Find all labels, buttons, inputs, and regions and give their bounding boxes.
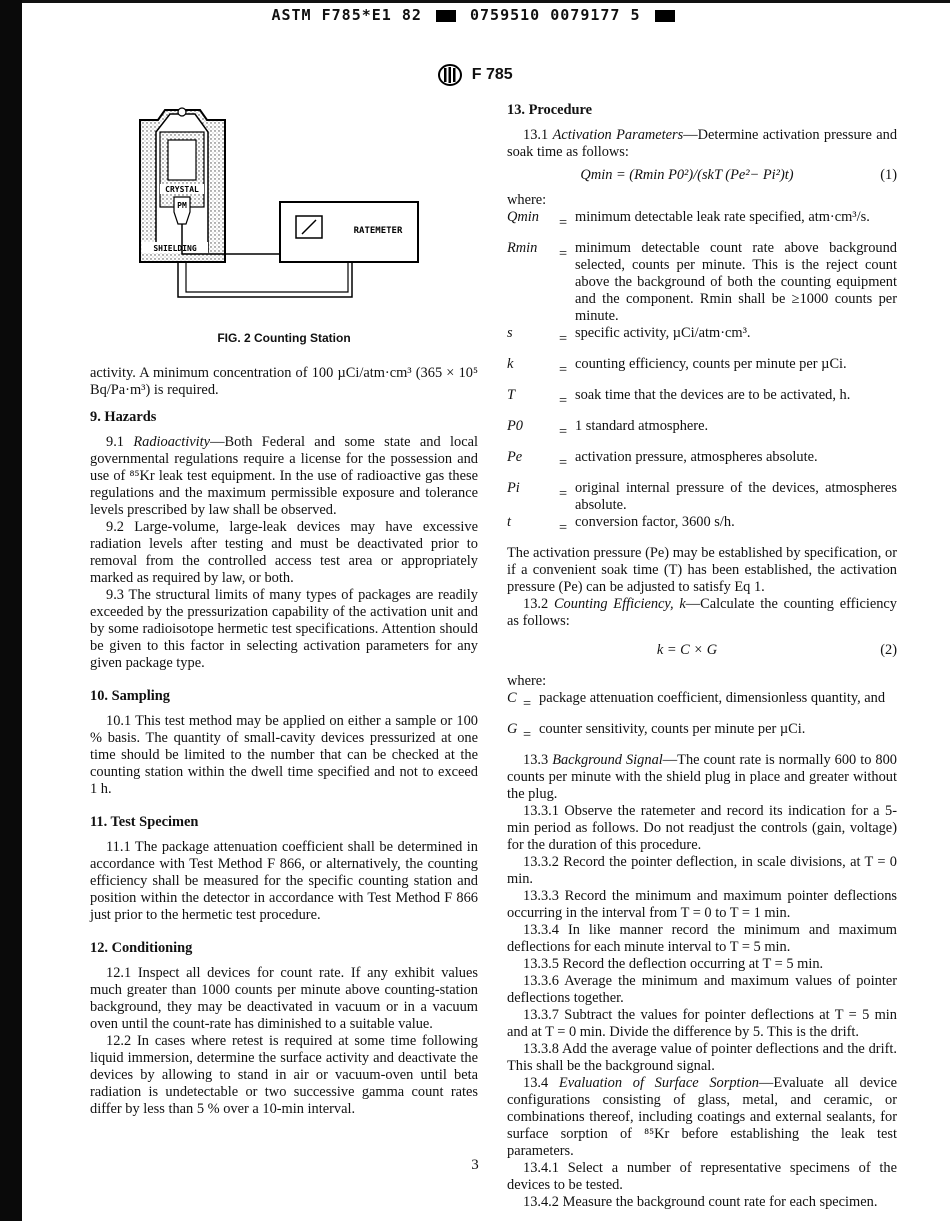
definition-txt: counting efficiency, counts per minute per µCi. <box>575 356 847 372</box>
left-column <box>90 102 478 1118</box>
para-12-2: 12.2 In cases where retest is required at some time following liquid immersion, determine the surface activity and deactivate the devices by allowing to stand in air or vacuum-oven until beta radiation is undetectable or two successive gamma count rates differ by less than 5 % over a 10-min interval. <box>90 1033 478 1117</box>
equation-1 <box>507 167 897 184</box>
definition-sym: Pe <box>507 449 523 465</box>
definition-sym: Pi <box>507 480 520 496</box>
para-13-2: 13.2 Counting Efficiency, k—Calculate the counting efficiency as follows: <box>507 596 897 629</box>
section-9-heading: 9. Hazards <box>90 409 157 425</box>
equation-2 <box>507 642 897 659</box>
para-13-3: 13.3 Background Signal—The count rate is normally 600 to 800 counts per minute with the shield plug in place and greater without the plug. <box>507 752 898 802</box>
equation-2-number: (2) <box>880 642 897 658</box>
scan-top-line <box>22 0 950 3</box>
counting-station-diagram <box>90 102 478 322</box>
para-13-4: 13.4 Evaluation of Surface Sorption—Evaluate all device configurations consisting of glass, metal, and ceramic, or combinations thereof, including coatings and external sealants, for surface sorption of ⁸⁵Kr before establishing the leak test parameters. <box>507 1075 898 1159</box>
definitions-list-1 <box>507 209 897 545</box>
para-13-4-2: 13.4.2 Measure the background count rate for each specimen. <box>523 1194 878 1210</box>
definition-txt: counter sensitivity, counts per minute per µCi. <box>539 721 806 737</box>
definition-eq: = <box>559 362 568 378</box>
para-13-3-3: 13.3.3 Record the minimum and maximum pointer deflections occurring in the interval from T = 0 to T = 1 min. <box>507 888 897 921</box>
definition-txt: soak time that the devices are to be activated, h. <box>575 387 851 403</box>
definition-eq: = <box>559 215 568 231</box>
definition-txt: conversion factor, 3600 s/h. <box>575 514 735 530</box>
right-column <box>507 102 897 1211</box>
definition-txt: 1 standard atmosphere. <box>575 418 709 434</box>
definition-sym: Rmin <box>507 240 538 256</box>
para-12-1: 12.1 Inspect all devices for count rate. If any exhibit values much greater than 1000 counts per minute above counting-station background, they may be deactivated in vacuum or in a vacuum oven until the count-rate has diminished to a suitable value. <box>90 965 478 1032</box>
definition-eq: = <box>523 727 532 743</box>
ratemeter-label: RATEMETER <box>353 226 403 236</box>
equation-1-body: Qmin = (Rmin P0²)/(skT (Pe²− Pi²)t) <box>580 167 794 183</box>
figure-counting-station <box>90 102 478 322</box>
para-10-1: 10.1 This test method may be applied on either a sample or 100 % basis. The quantity of small-cavity devices pressurized at one time should be limited to the number that can be checked at the counting station within the dwell time specified and not to exceed 1 h. <box>90 713 478 797</box>
para-13-3-7: 13.3.7 Subtract the values for pointer deflections at T = 5 min and at T = 0 min. Divide the difference by 5. This is the drift. <box>507 1007 897 1040</box>
left-intro-paragraph: activity. A minimum concentration of 100 µCi/atm·cm³ (365 × 10⁵ Bq/Pa·m³) is required. <box>90 365 478 398</box>
astm-logo-icon <box>437 64 463 86</box>
header-right: 0759510 0079177 5 <box>469 6 641 24</box>
section-13-heading: 13. Procedure <box>507 102 592 118</box>
definition-sym: k <box>507 356 514 372</box>
definition-eq: = <box>559 424 568 440</box>
definition-sym: s <box>507 325 513 341</box>
header-left: ASTM F785*E1 82 <box>271 6 422 24</box>
definition-eq: = <box>559 486 568 502</box>
para-9-2: 9.2 Large-volume, large-leak devices may have excessive radiation levels after testing and must be deactivated prior to removal from the controlled access test area or appropriately marked as required by law, or both. <box>90 519 478 586</box>
para-activation-pressure: The activation pressure (Pe) may be established by specification, or if a convenient soak time (T) has been established, the activation pressure (Pe) can be adjusted to satisfy Eq 1. <box>507 545 897 595</box>
running-header <box>0 6 950 24</box>
definition-sym: G <box>507 721 518 737</box>
definition-sym: t <box>507 514 511 530</box>
section-10-heading: 10. Sampling <box>90 688 170 704</box>
definition-txt: minimum detectable count rate above background selected, counts per minute. This is the reject count above the background of both the counting equipment and the component. Rmin shall be ≥1000 counts per minute. <box>575 240 897 324</box>
definition-eq: = <box>559 393 568 409</box>
equation-2-body: k = C × G <box>656 642 718 658</box>
definition-eq: = <box>559 246 568 262</box>
para-13-3-1: 13.3.1 Observe the ratemeter and record its indication for a 5-min period as follows. Do not readjust the controls (gain, voltage) for the duration of this procedure. <box>507 803 897 853</box>
crystal-label: CRYSTAL <box>165 185 199 194</box>
definition-txt: package attenuation coefficient, dimensionless quantity, and <box>539 690 886 706</box>
header-block-1 <box>436 10 456 22</box>
definition-sym: C <box>507 690 517 706</box>
para-11-1: 11.1 The package attenuation coefficient shall be determined in accordance with Test Method F 866, or alternatively, the counting efficiency shall be measured for the specific counting station and position within the detector in accordance with Test Method F 866 just prior to the hermetic test procedure. <box>90 839 478 923</box>
definitions-list-2 <box>507 690 897 752</box>
para-9-3: 9.3 The structural limits of many types of packages are readily exceeded by the pressurization capability of the activation unit and by some radioisotope hermetic test specifications. Attention should be given to this factor in selecting activation parameters for any given package type. <box>90 587 478 671</box>
definition-eq: = <box>559 331 568 347</box>
where-label-2: where: <box>507 673 547 689</box>
section-11-heading: 11. Test Specimen <box>90 814 199 830</box>
definition-txt: original internal pressure of the devices, atmospheres absolute. <box>575 480 897 513</box>
para-13-1: 13.1 Activation Parameters—Determine activation pressure and soak time as follows: <box>507 127 898 160</box>
para-13-4-1: 13.4.1 Select a number of representative specimens of the devices to be tested. <box>507 1160 897 1193</box>
definition-eq: = <box>559 520 568 536</box>
definition-txt: specific activity, µCi/atm·cm³. <box>575 325 751 341</box>
scan-edge-bar <box>0 0 22 1221</box>
para-13-3-4: 13.3.4 In like manner record the minimum and maximum deflections for each minute interval to T = 5 min. <box>507 922 897 955</box>
para-13-3-6: 13.3.6 Average the minimum and maximum values of pointer deflections together. <box>507 973 897 1006</box>
header-block-2 <box>655 10 675 22</box>
definition-eq: = <box>523 696 532 712</box>
definition-eq: = <box>559 455 568 471</box>
doc-logo-row <box>0 64 950 86</box>
section-12-heading: 12. Conditioning <box>90 940 193 956</box>
equation-1-number: (1) <box>880 167 897 183</box>
definition-sym: Qmin <box>507 209 539 225</box>
doc-label: F 785 <box>471 66 513 84</box>
definition-sym: P0 <box>507 418 523 434</box>
definition-sym: T <box>507 387 516 403</box>
figure-caption: FIG. 2 Counting Station <box>217 331 351 345</box>
definition-txt: minimum detectable leak rate specified, atm·cm³/s. <box>575 209 870 225</box>
definition-txt: activation pressure, atmospheres absolute. <box>575 449 818 465</box>
para-13-3-8: 13.3.8 Add the average value of pointer deflections and the drift. This shall be the background signal. <box>507 1041 897 1074</box>
shielding-label: SHIELDING <box>153 244 197 253</box>
para-13-3-2: 13.3.2 Record the pointer deflection, in scale divisions, at T = 0 min. <box>507 854 897 887</box>
pm-label: PM <box>177 201 187 210</box>
page-number: 3 <box>471 1157 479 1173</box>
para-13-3-5: 13.3.5 Record the deflection occurring at T = 5 min. <box>523 956 824 972</box>
para-9-1: 9.1 Radioactivity—Both Federal and some state and local governmental regulations require a license for the possession and use of ⁸⁵Kr leak test equipment. In the use of radioactive gas these regulations and the maximum permissible exposure and tolerance levels prescribed by law shall be observed. <box>90 434 478 518</box>
where-label-1: where: <box>507 192 547 208</box>
